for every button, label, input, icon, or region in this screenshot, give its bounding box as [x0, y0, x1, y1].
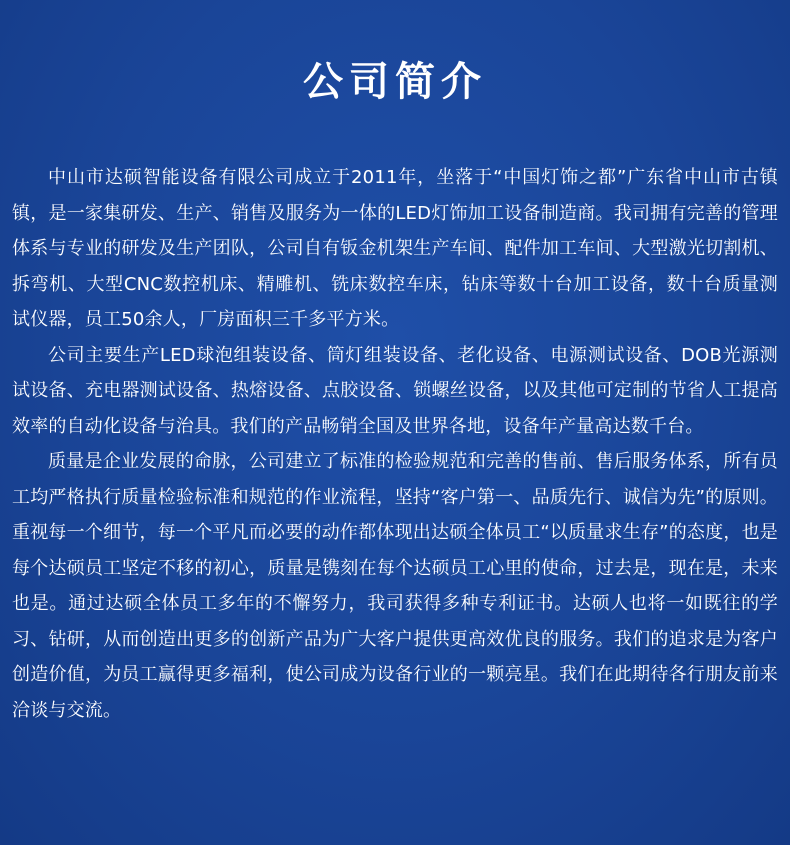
- intro-paragraph-2: 公司主要生产LED球泡组装设备、筒灯组装设备、老化设备、电源测试设备、DOB光源测试设备、充电器测试设备、热熔设备、点胶设备、锁螺丝设备，以及其他可定制的节省人工提高效率的自动化设备与治具。我们的产品畅销全国及世界各地，设备年产量高达数千台。: [12, 344, 778, 437]
- intro-paragraph-1: 中山市达硕智能设备有限公司成立于2011年，坐落于“中国灯饰之都”广东省中山市古镇镇，是一家集研发、生产、销售及服务为一体的LED灯饰加工设备制造商。我司拥有完善的管理体系与专业的研发及生产团队，公司自有钣金机架生产车间、配件加工车间、大型激光切割机、拆弯机、大型CNC数控机床、精雕机、铣床数控车床，钻床等数十台加工设备，数十台质量测试仪器，员工50余人，厂房面积三千多平方米。: [12, 167, 778, 330]
- intro-paragraph-3: 质量是企业发展的命脉，公司建立了标准的检验规范和完善的售前、售后服务体系，所有员工均严格执行质量检验标准和规范的作业流程，坚持“客户第一、品质先行、诚信为先”的原则。重视每一个细节，每一个平凡而必要的动作都体现出达硕全体员工“以质量求生存”的态度，也是每个达硕员工坚定不移的初心，质量是镌刻在每个达硕员工心里的使命，过去是，现在是，未来也是。通过达硕全体员工多年的不懈努力，我司获得多种专利证书。达硕人也将一如既往的学习、钻研，从而创造出更多的创新产品为广大客户提供更高效优良的服务。我们的追求是为客户创造价值，为员工赢得更多福利，使公司成为设备行业的一颗亮星。我们在此期待各行朋友前来洽谈与交流。: [12, 451, 778, 721]
- page-title: 公司简介: [303, 59, 487, 105]
- intro-content: [12, 160, 778, 728]
